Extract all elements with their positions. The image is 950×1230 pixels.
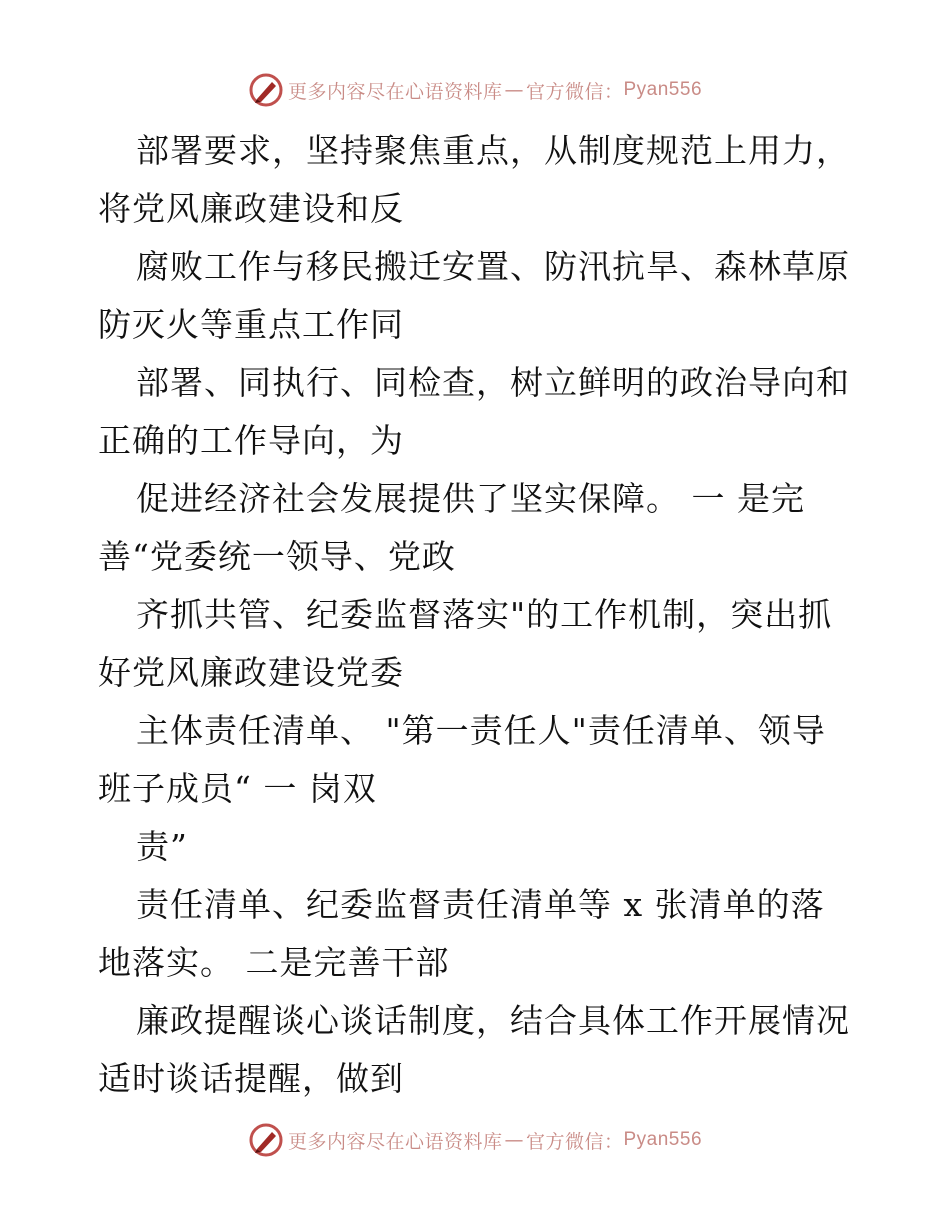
footer-watermark [0,1118,950,1162]
text-line: 齐抓共管、纪委监督落实"的工作机制，突出抓 [136,595,833,634]
watermark-id: Pyan556 [623,79,703,100]
text-line: 好党风廉政建设党委 [98,653,404,692]
pen-logo-icon [248,72,284,108]
document-body [98,122,858,1108]
text-line: 班子成员“ 一 岗双 [98,769,377,808]
watermark-separator: — [504,79,524,101]
text-line: 地落实。 二是完善干部 [98,943,450,982]
watermark-separator: — [504,1129,524,1151]
header-watermark [0,68,950,112]
text-line: 适时谈话提醒，做到 [98,1059,404,1098]
text-line: 腐败工作与移民搬迁安置、防汛抗旱、森林草原 [136,247,850,286]
text-line: 促进经济社会发展提供了坚实保障。 一 是完 [136,479,805,518]
text-line: 将党风廉政建设和反 [98,189,404,228]
text-line: 主体责任清单、 "第一责任人"责任清单、领导 [136,711,826,750]
text-line: 部署要求，坚持聚焦重点，从制度规范上用力， [136,131,850,170]
text-line: 部署、同执行、同检查，树立鲜明的政治导向和 [136,363,850,402]
text-line: 责任清单、纪委监督责任清单等 x 张清单的落 [136,885,825,924]
watermark-id: Pyan556 [623,1129,703,1150]
text-line: 正确的工作导向，为 [98,421,404,460]
watermark-label: 官方微信： [525,1130,624,1153]
text-line: 防灭火等重点工作同 [98,305,404,344]
pen-logo-icon [248,1122,284,1158]
text-line: 责” [136,827,188,866]
text-line: 廉政提醒谈心谈话制度，结合具体工作开展情况 [136,1001,850,1040]
text-line: 善“党委统一领导、党政 [98,537,456,576]
watermark-text: 更多内容尽在心语资料库 [287,80,503,103]
watermark-label: 官方微信： [525,80,624,103]
watermark-text: 更多内容尽在心语资料库 [287,1130,503,1153]
